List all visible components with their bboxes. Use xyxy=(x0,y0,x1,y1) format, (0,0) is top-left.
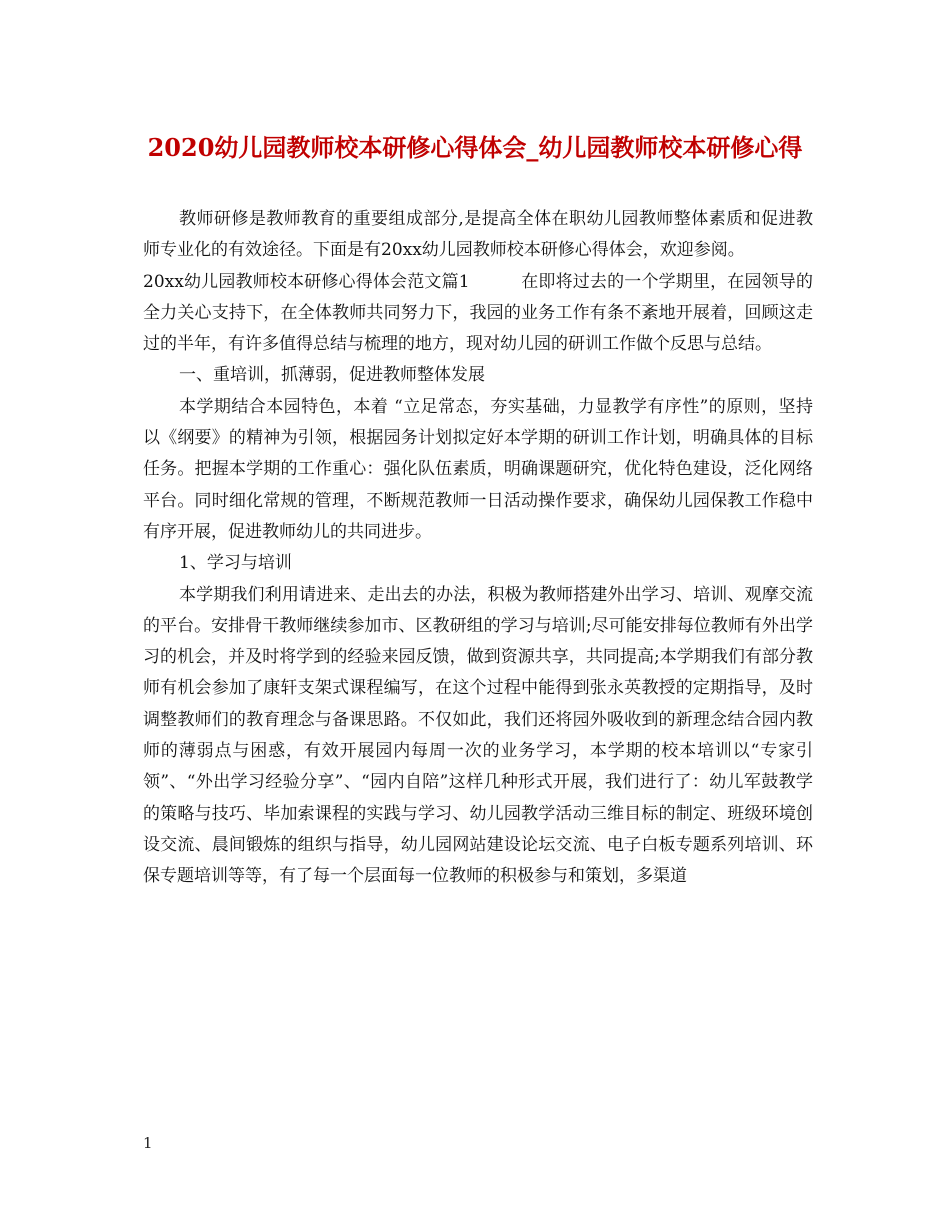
section-heading-training: 一、重培训，抓薄弱，促进教师整体发展 xyxy=(179,365,485,386)
document-body xyxy=(143,204,813,893)
paragraph-sample-heading: 20xx幼儿园教师校本研修心得体会范文篇1 在即将过去的一个学期里，在园领导的全力关心支持下，在全体教师共同努力下，我园的业务工作有条不紊地开展着，回顾这走过的半年，有许多值得总结与梳理的地方，现对幼儿园的研训工作做个反思与总结。 xyxy=(143,271,813,355)
paragraph-intro: 教师研修是教师教育的重要组成部分,是提高全体在职幼儿园教师整体素质和促进教师专业化的有效途径。下面是有20xx幼儿园教师校本研修心得体会，欢迎参阅。 xyxy=(143,209,813,261)
paragraph-semester-plan: 本学期结合本园特色，本着 “立足常态，夯实基础，力显教学有序性”的原则，坚持以《纲要》的精神为引领，根据园务计划拟定好本学期的研训工作计划，明确具体的目标任务。把握本学期的工作重心：强化队伍素质，明确课题研究，优化特色建设，泛化网络平台。同时细化常规的管理，不断规范教师一日活动操作要求，确保幼儿园保教工作稳中有序开展，促进教师幼儿的共同进步。 xyxy=(143,396,813,542)
subsection-heading-learning: 1、学习与培训 xyxy=(179,553,292,574)
page-number: 1 xyxy=(143,1134,153,1152)
document-title: 2020幼儿园教师校本研修心得体会_幼儿园教师校本研修心得 xyxy=(147,133,803,162)
paragraph-learning-details: 本学期我们利用请进来、走出去的办法，积极为教师搭建外出学习、培训、观摩交流的平台。安排骨干教师继续参加市、区教研组的学习与培训;尽可能安排每位教师有外出学习的机会，并及时将学到的经验来园反馈，做到资源共享，共同提高;本学期我们有部分教师有机会参加了康轩支架式课程编写，在这个过程中能得到张永英教授的定期指导，及时调整教师们的教育理念与备课思路。不仅如此，我们还将园外吸收到的新理念结合园内教师的薄弱点与困惑，有效开展园内每周一次的业务学习，本学期的校本培训以“专家引领”、“外出学习经验分享”、“园内自陪”这样几种形式开展，我们进行了：幼儿军鼓教学的策略与技巧、毕加索课程的实践与学习、幼儿园教学活动三维目标的制定、班级环境创设交流、晨间锻炼的组织与指导，幼儿园网站建设论坛交流、电子白板专题系列培训、环保专题培训等等，有了每一个层面每一位教师的积极参与和策划，多渠道 xyxy=(143,584,813,887)
